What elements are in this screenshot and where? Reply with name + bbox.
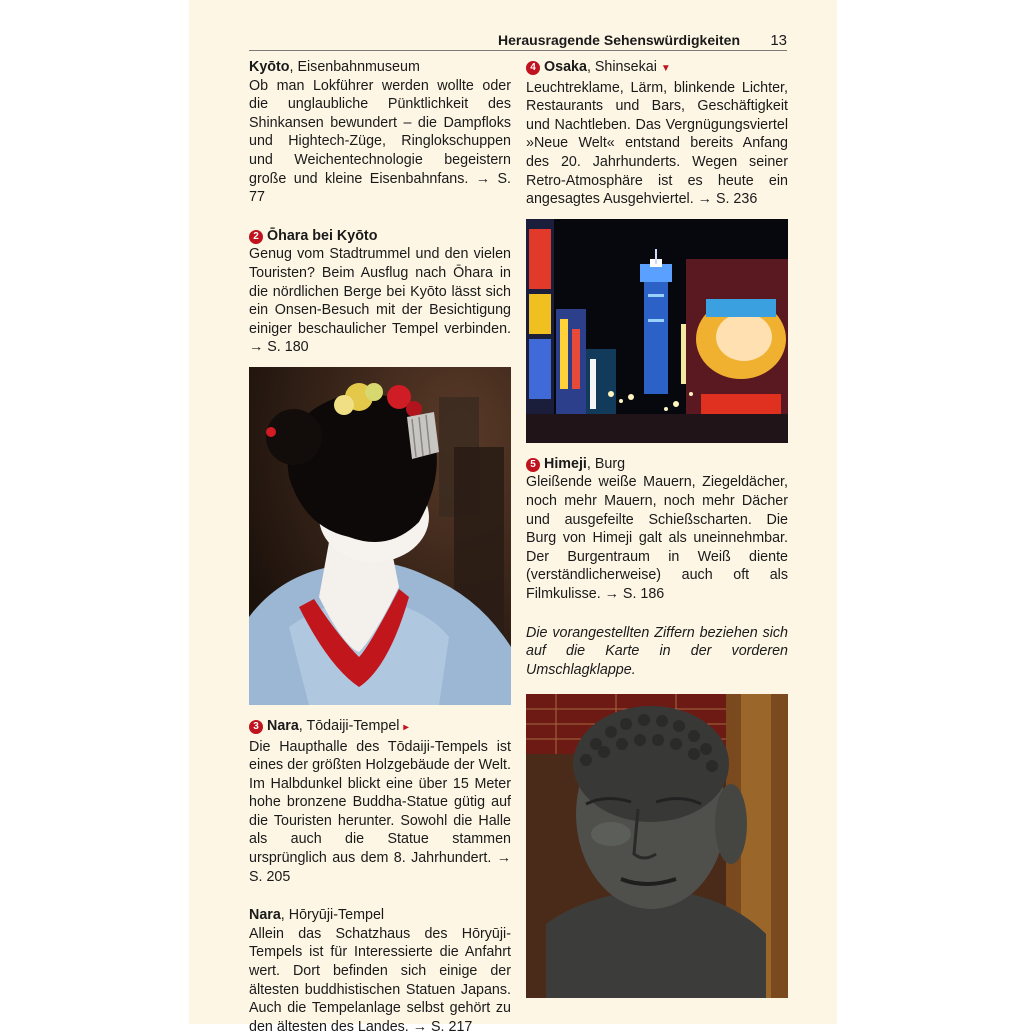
entry-kyoto-railway-museum: [249, 58, 511, 207]
arrow-down-icon: ▼: [660, 63, 671, 74]
entry-nara-horyuji: [249, 906, 511, 1036]
entry-text: Allein das Schatzhaus des Hōryūji-Tempels ist für Interessierte die Anfahrt wert. Dort befinden sich einige der ältesten buddhistischen Statuen Japans. Auch die Tempelanlage selbst gehört zu den ältesten des Landes. → S. 217: [249, 925, 511, 1035]
number-badge: 4: [526, 61, 540, 75]
number-badge: 5: [526, 458, 540, 472]
shinsekai-night-photo: [526, 219, 788, 443]
map-note: Die vorangestellten Ziffern beziehen sich auf die Karte in der vorderen Umschlagklappe.: [526, 624, 788, 678]
entry-text: Ob man Lokführer werden wollte oder die unglaubliche Pünktlichkeit des Shinkansen bewundert – die Dampfloks und Hightech-Züge, Ringlokschuppen und Weichentechnologie begeistern große und kleine Eisenbahnfans. → S. 77: [249, 77, 511, 206]
arrow-right-icon: ▸: [403, 721, 409, 733]
right-column: [526, 58, 788, 1010]
left-column: [249, 58, 511, 1036]
number-badge: 2: [249, 230, 263, 244]
entry-text: Gleißende weiße Mauern, Ziegeldächer, noch mehr Mauern, noch mehr Dächer und ausgefeilte Schießscharten. Die Burg von Himeji galt als uneinnehmbar. Der Burgentraum in Weiß diente (verständlicherweise) auch oft als Filmkulisse. → S. 186: [526, 474, 788, 602]
page-number: 13: [770, 32, 787, 49]
entry-text: Genug vom Stadtrummel und den vielen Touristen? Beim Ausflug nach Ōhara in die nördlichen Berge bei Kyōto lässt sich ein Onsen-Besuch mit der Besichtigung einiger beschaulicher Tempel verbinden. → S. 180: [249, 246, 511, 356]
entry-himeji-castle: [526, 455, 788, 604]
geisha-photo: [249, 367, 511, 705]
entry-text: Leuchtreklame, Lärm, blinkende Lichter, Restaurants und Bars, Geschäftigkeit und Nachtleben. Das Vergnügungsviertel »Neue Welt« entstand bereits Anfang des 20. Jahrhunderts. Wegen seiner Retro-Atmosphäre ist es heute ein angesagtes Ausgehviertel. → S. 236: [526, 79, 788, 208]
buddha-statue-photo: [526, 694, 788, 998]
entry-nara-todaiji: [249, 717, 511, 886]
entry-title: Kyōto, Eisenbahnmuseum: [249, 59, 420, 75]
chapter-title: Herausragende Sehenswürdigkeiten: [498, 32, 740, 48]
entry-title: 4 Osaka, Shinsekai ▼: [526, 58, 788, 79]
entry-text: Die Haupthalle des Tōdaiji-Tempels ist eines der größten Holzgebäude der Welt. Im Halbdunkel blickt eine über 15 Meter hohe bronzene Buddha-Statue gütig auf die Touristen herunter. Sowohl die Halle als auch die Statue stammen ursprünglich aus dem 8. Jahrhundert. → S. 205: [249, 738, 511, 885]
page-header: [249, 30, 787, 51]
entry-osaka-shinsekai: [526, 58, 788, 443]
entry-title: 5 Himeji, Burg: [526, 455, 788, 474]
entry-ohara: [249, 227, 511, 705]
entry-title: 3 Nara, Tōdaiji-Tempel ▸: [249, 717, 511, 738]
number-badge: 3: [249, 720, 263, 734]
entry-title: Nara, Hōryūji-Tempel: [249, 907, 385, 924]
entry-title: 2 Ōhara bei Kyōto: [249, 227, 511, 246]
